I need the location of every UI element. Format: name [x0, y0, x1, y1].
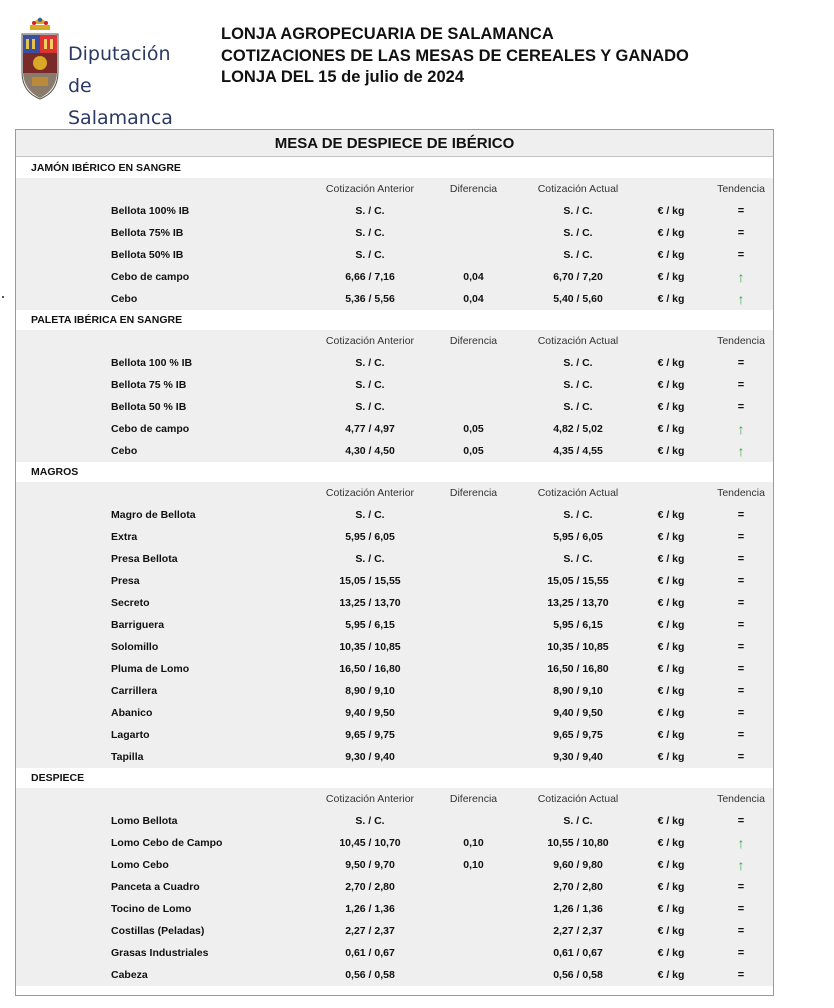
cell-name: Panceta a Cuadro — [111, 881, 200, 893]
trend-equal-icon: = — [737, 707, 745, 719]
cell-name: Solomillo — [111, 641, 159, 653]
cell-act: S. / C. — [563, 509, 593, 521]
cell-name: Costillas (Peladas) — [111, 925, 205, 937]
table-row — [16, 680, 773, 702]
cell-name: Bellota 50 % IB — [111, 401, 187, 413]
cell-unit: € / kg — [657, 423, 685, 435]
cell-unit: € / kg — [657, 881, 685, 893]
trend-equal-icon: = — [737, 553, 745, 565]
cell-act: S. / C. — [563, 379, 593, 391]
table-row — [16, 854, 773, 876]
cell-prev: S. / C. — [355, 357, 385, 369]
column-header-tend: Tendencia — [717, 793, 765, 805]
cell-name: Bellota 75 % IB — [111, 379, 187, 391]
cell-unit: € / kg — [657, 249, 685, 261]
table-row — [16, 288, 773, 310]
cell-act: 9,30 / 9,40 — [553, 751, 603, 763]
cell-name: Carrillera — [111, 685, 158, 697]
mesa-panel — [15, 129, 774, 996]
column-header-act: Cotización Actual — [537, 487, 619, 499]
trend-equal-icon: = — [737, 925, 745, 937]
mesa-title: MESA DE DESPIECE DE IBÉRICO — [16, 130, 773, 157]
cell-prev: 4,30 / 4,50 — [345, 445, 395, 457]
cell-name: Secreto — [111, 597, 150, 609]
document-header — [221, 24, 689, 89]
cell-name: Lagarto — [111, 729, 150, 741]
cell-unit: € / kg — [657, 597, 685, 609]
cell-unit: € / kg — [657, 837, 685, 849]
trend-equal-icon: = — [737, 881, 745, 893]
column-header-tend: Tendencia — [717, 335, 765, 347]
trend-equal-icon: = — [737, 531, 745, 543]
cell-act: 4,82 / 5,02 — [553, 423, 603, 435]
cell-prev: S. / C. — [355, 401, 385, 413]
cell-prev: S. / C. — [355, 249, 385, 261]
table-row — [16, 352, 773, 374]
cell-prev: 5,95 / 6,15 — [345, 619, 395, 631]
table-row — [16, 920, 773, 942]
cell-act: S. / C. — [563, 553, 593, 565]
table-row — [16, 964, 773, 986]
cell-act: S. / C. — [563, 227, 593, 239]
table-row — [16, 876, 773, 898]
trend-equal-icon: = — [737, 751, 745, 763]
cell-act: 8,90 / 9,10 — [553, 685, 603, 697]
logo-line-1: Diputación — [68, 43, 171, 65]
logo-text — [68, 38, 196, 134]
trend-equal-icon: = — [737, 619, 745, 631]
cell-name: Bellota 75% IB — [111, 227, 184, 239]
cell-unit: € / kg — [657, 903, 685, 915]
cell-prev: 2,70 / 2,80 — [345, 881, 395, 893]
column-header-row — [16, 330, 773, 352]
cell-act: 4,35 / 4,55 — [553, 445, 603, 457]
coat-of-arms-icon — [18, 14, 62, 102]
cell-diff: 0,04 — [463, 271, 484, 283]
cell-unit: € / kg — [657, 815, 685, 827]
column-header-diff: Diferencia — [449, 793, 498, 805]
section-title: JAMÓN IBÉRICO EN SANGRE — [16, 158, 773, 178]
cell-prev: 10,35 / 10,85 — [339, 641, 401, 653]
cell-act: S. / C. — [563, 249, 593, 261]
trend-equal-icon: = — [737, 597, 745, 609]
column-header-diff: Diferencia — [449, 487, 498, 499]
cell-unit: € / kg — [657, 357, 685, 369]
trend-up-arrow-icon: ↑ — [737, 421, 745, 437]
cell-prev: S. / C. — [355, 205, 385, 217]
cell-act: 16,50 / 16,80 — [547, 663, 609, 675]
cell-name: Cabeza — [111, 969, 148, 981]
trend-up-arrow-icon: ↑ — [737, 443, 745, 459]
cell-act: 5,40 / 5,60 — [553, 293, 603, 305]
table-row — [16, 658, 773, 680]
table-row — [16, 418, 773, 440]
cell-prev: 0,56 / 0,58 — [345, 969, 395, 981]
cell-unit: € / kg — [657, 619, 685, 631]
cell-name: Cebo de campo — [111, 423, 190, 435]
cell-unit: € / kg — [657, 969, 685, 981]
cell-prev: 9,50 / 9,70 — [345, 859, 395, 871]
cell-act: S. / C. — [563, 205, 593, 217]
table-row — [16, 810, 773, 832]
cell-name: Lomo Cebo — [111, 859, 169, 871]
cell-name: Presa Bellota — [111, 553, 178, 565]
cell-act: S. / C. — [563, 357, 593, 369]
cell-prev: 9,65 / 9,75 — [345, 729, 395, 741]
trend-equal-icon: = — [737, 903, 745, 915]
column-header-row — [16, 788, 773, 810]
trend-equal-icon: = — [737, 509, 745, 521]
table-row — [16, 942, 773, 964]
trend-equal-icon: = — [737, 641, 745, 653]
cell-act: 2,70 / 2,80 — [553, 881, 603, 893]
column-header-row — [16, 482, 773, 504]
cell-name: Tapilla — [111, 751, 144, 763]
cell-prev: 8,90 / 9,10 — [345, 685, 395, 697]
cell-act: 6,70 / 7,20 — [553, 271, 603, 283]
cell-prev: S. / C. — [355, 227, 385, 239]
trend-equal-icon: = — [737, 357, 745, 369]
cell-unit: € / kg — [657, 575, 685, 587]
cell-prev: 5,36 / 5,56 — [345, 293, 395, 305]
cell-name: Cebo — [111, 293, 138, 305]
cell-unit: € / kg — [657, 293, 685, 305]
cell-unit: € / kg — [657, 751, 685, 763]
cell-unit: € / kg — [657, 729, 685, 741]
header-line-2: COTIZACIONES DE LAS MESAS DE CEREALES Y GANADO — [221, 46, 689, 65]
column-header-act: Cotización Actual — [537, 183, 619, 195]
table-row — [16, 266, 773, 288]
trend-equal-icon: = — [737, 947, 745, 959]
cell-unit: € / kg — [657, 859, 685, 871]
cell-diff: 0,05 — [463, 445, 484, 457]
cell-prev: 10,45 / 10,70 — [339, 837, 401, 849]
cell-name: Bellota 100 % IB — [111, 357, 193, 369]
column-header-prev: Cotización Anterior — [325, 335, 415, 347]
cell-name: Tocino de Lomo — [111, 903, 192, 915]
column-header-row — [16, 178, 773, 200]
cell-name: Barriguera — [111, 619, 165, 631]
cell-act: 9,65 / 9,75 — [553, 729, 603, 741]
table-row — [16, 200, 773, 222]
trend-equal-icon: = — [737, 227, 745, 239]
trend-equal-icon: = — [737, 969, 745, 981]
cell-unit: € / kg — [657, 641, 685, 653]
table-row — [16, 614, 773, 636]
cell-act: 10,35 / 10,85 — [547, 641, 609, 653]
column-header-diff: Diferencia — [449, 183, 498, 195]
table-row — [16, 374, 773, 396]
section-title: PALETA IBÉRICA EN SANGRE — [16, 310, 773, 330]
table-row — [16, 222, 773, 244]
cell-unit: € / kg — [657, 663, 685, 675]
header-line-3: LONJA DEL 15 de julio de 2024 — [221, 68, 464, 86]
cell-act: S. / C. — [563, 401, 593, 413]
column-header-diff: Diferencia — [449, 335, 498, 347]
trend-up-arrow-icon: ↑ — [737, 269, 745, 285]
cell-name: Pluma de Lomo — [111, 663, 190, 675]
cell-name: Lomo Cebo de Campo — [111, 837, 223, 849]
cell-diff: 0,04 — [463, 293, 484, 305]
trend-equal-icon: = — [737, 249, 745, 261]
cell-name: Abanico — [111, 707, 153, 719]
cell-prev: 5,95 / 6,05 — [345, 531, 395, 543]
section-title: MAGROS — [16, 462, 773, 482]
cell-name: Cebo de campo — [111, 271, 190, 283]
cell-unit: € / kg — [657, 205, 685, 217]
cell-prev: 0,61 / 0,67 — [345, 947, 395, 959]
logo-line-2: de Salamanca — [68, 75, 173, 129]
cell-act: S. / C. — [563, 815, 593, 827]
trend-equal-icon: = — [737, 663, 745, 675]
column-header-act: Cotización Actual — [537, 335, 619, 347]
table-row — [16, 244, 773, 266]
trend-equal-icon: = — [737, 729, 745, 741]
cell-act: 5,95 / 6,05 — [553, 531, 603, 543]
cell-prev: 13,25 / 13,70 — [339, 597, 401, 609]
table-row — [16, 526, 773, 548]
column-header-prev: Cotización Anterior — [325, 183, 415, 195]
cell-prev: 9,40 / 9,50 — [345, 707, 395, 719]
trend-up-arrow-icon: ↑ — [737, 857, 745, 873]
column-header-prev: Cotización Anterior — [325, 793, 415, 805]
cell-prev: S. / C. — [355, 509, 385, 521]
cell-prev: 9,30 / 9,40 — [345, 751, 395, 763]
cell-prev: 16,50 / 16,80 — [339, 663, 401, 675]
cell-unit: € / kg — [657, 925, 685, 937]
column-header-act: Cotización Actual — [537, 793, 619, 805]
cell-diff: 0,10 — [463, 859, 484, 871]
cell-unit: € / kg — [657, 947, 685, 959]
cell-act: 9,60 / 9,80 — [553, 859, 603, 871]
cell-name: Bellota 100% IB — [111, 205, 190, 217]
diputacion-logo — [16, 12, 196, 129]
cell-name: Lomo Bellota — [111, 815, 178, 827]
cell-name: Presa — [111, 575, 140, 587]
cell-name: Extra — [111, 531, 138, 543]
table-row — [16, 504, 773, 526]
table-row — [16, 570, 773, 592]
table-row — [16, 396, 773, 418]
cell-prev: S. / C. — [355, 553, 385, 565]
trend-equal-icon: = — [737, 379, 745, 391]
cell-act: 15,05 / 15,55 — [547, 575, 609, 587]
cell-name: Cebo — [111, 445, 138, 457]
cell-prev: S. / C. — [355, 379, 385, 391]
cell-unit: € / kg — [657, 553, 685, 565]
trend-equal-icon: = — [737, 401, 745, 413]
cell-diff: 0,05 — [463, 423, 484, 435]
cell-prev: 2,27 / 2,37 — [345, 925, 395, 937]
table-row — [16, 746, 773, 768]
trend-up-arrow-icon: ↑ — [737, 291, 745, 307]
cell-unit: € / kg — [657, 401, 685, 413]
cell-unit: € / kg — [657, 707, 685, 719]
header-line-1: LONJA AGROPECUARIA DE SALAMANCA — [221, 25, 554, 43]
cell-unit: € / kg — [657, 531, 685, 543]
column-header-tend: Tendencia — [717, 487, 765, 499]
cell-unit: € / kg — [657, 509, 685, 521]
cell-prev: 6,66 / 7,16 — [345, 271, 395, 283]
trend-equal-icon: = — [737, 205, 745, 217]
cell-act: 9,40 / 9,50 — [553, 707, 603, 719]
cell-act: 10,55 / 10,80 — [547, 837, 609, 849]
column-header-prev: Cotización Anterior — [325, 487, 415, 499]
cell-prev: 1,26 / 1,36 — [345, 903, 395, 915]
table-row — [16, 832, 773, 854]
cell-act: 5,95 / 6,15 — [553, 619, 603, 631]
table-row — [16, 724, 773, 746]
cell-prev: 15,05 / 15,55 — [339, 575, 401, 587]
column-header-tend: Tendencia — [717, 183, 765, 195]
trend-equal-icon: = — [737, 815, 745, 827]
section-title: DESPIECE — [16, 768, 773, 788]
cell-act: 2,27 / 2,37 — [553, 925, 603, 937]
cell-unit: € / kg — [657, 379, 685, 391]
cell-act: 0,56 / 0,58 — [553, 969, 603, 981]
cell-unit: € / kg — [657, 227, 685, 239]
cell-diff: 0,10 — [463, 837, 484, 849]
cell-act: 1,26 / 1,36 — [553, 903, 603, 915]
cell-name: Magro de Bellota — [111, 509, 196, 521]
cell-act: 0,61 / 0,67 — [553, 947, 603, 959]
cell-prev: 4,77 / 4,97 — [345, 423, 395, 435]
table-row — [16, 548, 773, 570]
cell-name: Grasas Industriales — [111, 947, 209, 959]
table-row — [16, 592, 773, 614]
cell-name: Bellota 50% IB — [111, 249, 184, 261]
trend-equal-icon: = — [737, 575, 745, 587]
table-row — [16, 440, 773, 462]
table-row — [16, 898, 773, 920]
table-row — [16, 636, 773, 658]
cell-unit: € / kg — [657, 271, 685, 283]
trend-equal-icon: = — [737, 685, 745, 697]
margin-mark — [2, 296, 4, 298]
cell-unit: € / kg — [657, 445, 685, 457]
cell-act: 13,25 / 13,70 — [547, 597, 609, 609]
trend-up-arrow-icon: ↑ — [737, 835, 745, 851]
table-row — [16, 702, 773, 724]
cell-prev: S. / C. — [355, 815, 385, 827]
cell-unit: € / kg — [657, 685, 685, 697]
